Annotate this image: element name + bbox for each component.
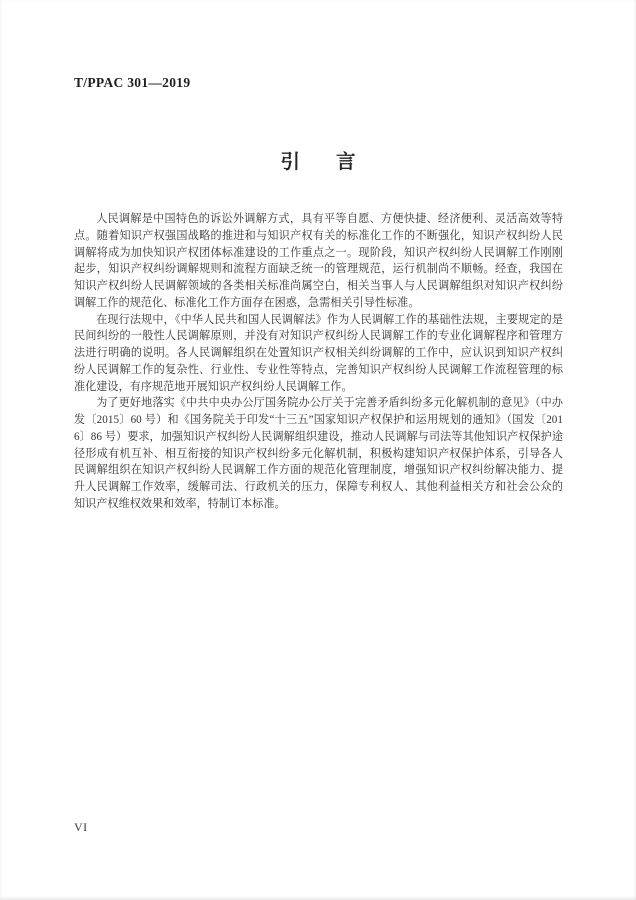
foreword-paragraph-3: 为了更好地落实《中共中央办公厅国务院办公厅关于完善矛盾纠纷多元化解机制的意见》（中办发〔2015〕60 号）和《国务院关于印发“十三五”国家知识产权保护和运用规划的通知》（国发〔2016〕86 号）要求，加强知识产权纠纷人民调解组织建设，推动人民调解与司法等其他知识产权保护途径形成有机互补、相互衔接的知识产权纠纷多元化解机制，积极构建知识产权保护体系，引导各人民调解组织在知识产权纠纷人民调解工作方面的规范化管理制度，增强知识产权纠纷解决能力、提升人民调解工作效率，缓解司法、行政机关的压力，保障专利权人、其他利益相关方和社会公众的知识产权维权效果和效率，特制订本标准。 [74,397,563,510]
standard-number-header: T/PPAC 301—2019 [74,75,191,90]
foreword-paragraph-1: 人民调解是中国特色的诉讼外调解方式，具有平等自愿、方便快捷、经济便利、灵活高效等特点。随着知识产权强国战略的推进和与知识产权有关的标准化工作的不断强化，知识产权纠纷人民调解将成为加快知识产权团体标准建设的工作重点之一。现阶段，知识产权纠纷人民调解工作刚刚起步，知识产权纠纷调解规则和流程方面缺乏统一的管理规范，运行机制尚不顺畅。经查，我国在知识产权纠纷人民调解领域的各类相关标准尚属空白，相关当事人与人民调解组织对知识产权纠纷调解工作的规范化、标准化工作方面存在困惑，急需相关引导性标准。 [74,213,563,309]
page-title [0,146,636,174]
page-number: VI [74,820,88,834]
page-title-char-1: 引 [280,151,300,173]
foreword-body [74,211,563,513]
page-title-char-2: 言 [336,151,356,173]
foreword-paragraph-2: 在现行法规中，《中华人民共和国人民调解法》作为人民调解工作的基础性法规，主要规定的是民间纠纷的一般性人民调解原则，并没有对知识产权纠纷人民调解工作的专业化调解程序和管理方法进行明确的说明。各人民调解组织在处置知识产权相关纠纷调解的工作中，应认识到知识产权纠纷人民调解工作的复杂性、行业性、专业性等特点，完善知识产权纠纷人民调解工作流程管理的标准化建设，有序规范地开展知识产权纠纷人民调解工作。 [74,313,563,393]
